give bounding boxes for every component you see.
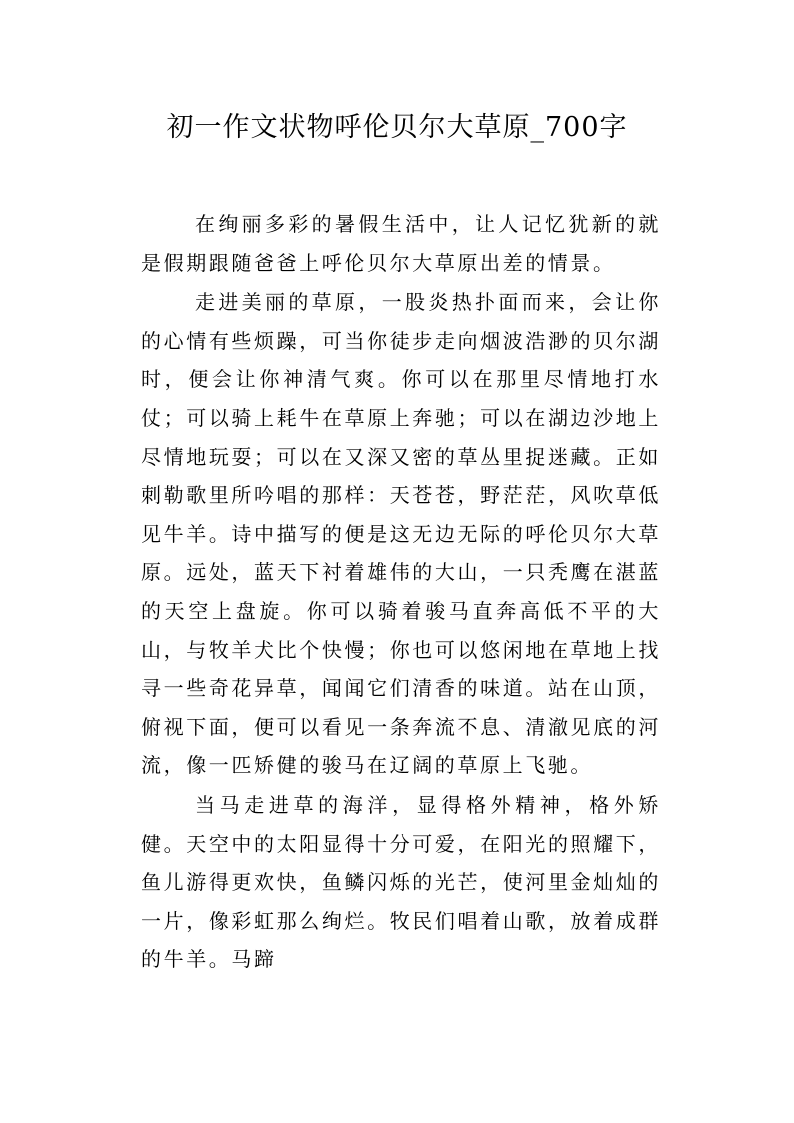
paragraph-3: 当马走进草的海洋，显得格外精神，格外矫健。天空中的太阳显得十分可爱，在阳光的照耀下，鱼儿游得更欢快，鱼鳞闪烁的光芒，使河里金灿灿的一片，像彩虹那么绚烂。牧民们唱着山歌，放着成群的牛羊。马蹄 (141, 792, 661, 972)
paragraph-1: 在绚丽多彩的暑假生活中，让人记忆犹新的就是假期跟随爸爸上呼伦贝尔大草原出差的情景。 (141, 212, 661, 275)
essay-body (141, 205, 661, 980)
page-title: 初一作文状物呼伦贝尔大草原_700字 (166, 112, 628, 143)
paragraph-2: 走进美丽的草原，一股炎热扑面而来，会让你的心情有些烦躁，可当你徒步走向烟波浩渺的贝尔湖时，便会让你神清气爽。你可以在那里尽情地打水仗；可以骑上耗牛在草原上奔驰；可以在湖边沙地上尽情地玩耍；可以在又深又密的草丛里捉迷藏。正如刺勒歌里所吟唱的那样：天苍苍，野茫茫，风吹草低见牛羊。诗中描写的便是这无边无际的呼伦贝尔大草原。远处，蓝天下衬着雄伟的大山，一只秃鹰在湛蓝的天空上盘旋。你可以骑着骏马直奔高低不平的大山，与牧羊犬比个快慢；你也可以悠闲地在草地上找寻一些奇花异草，闻闻它们清香的味道。站在山顶，俯视下面，便可以看见一条奔流不息、清澈见底的河流，像一匹矫健的骏马在辽阔的草原上飞驰。 (141, 290, 661, 778)
